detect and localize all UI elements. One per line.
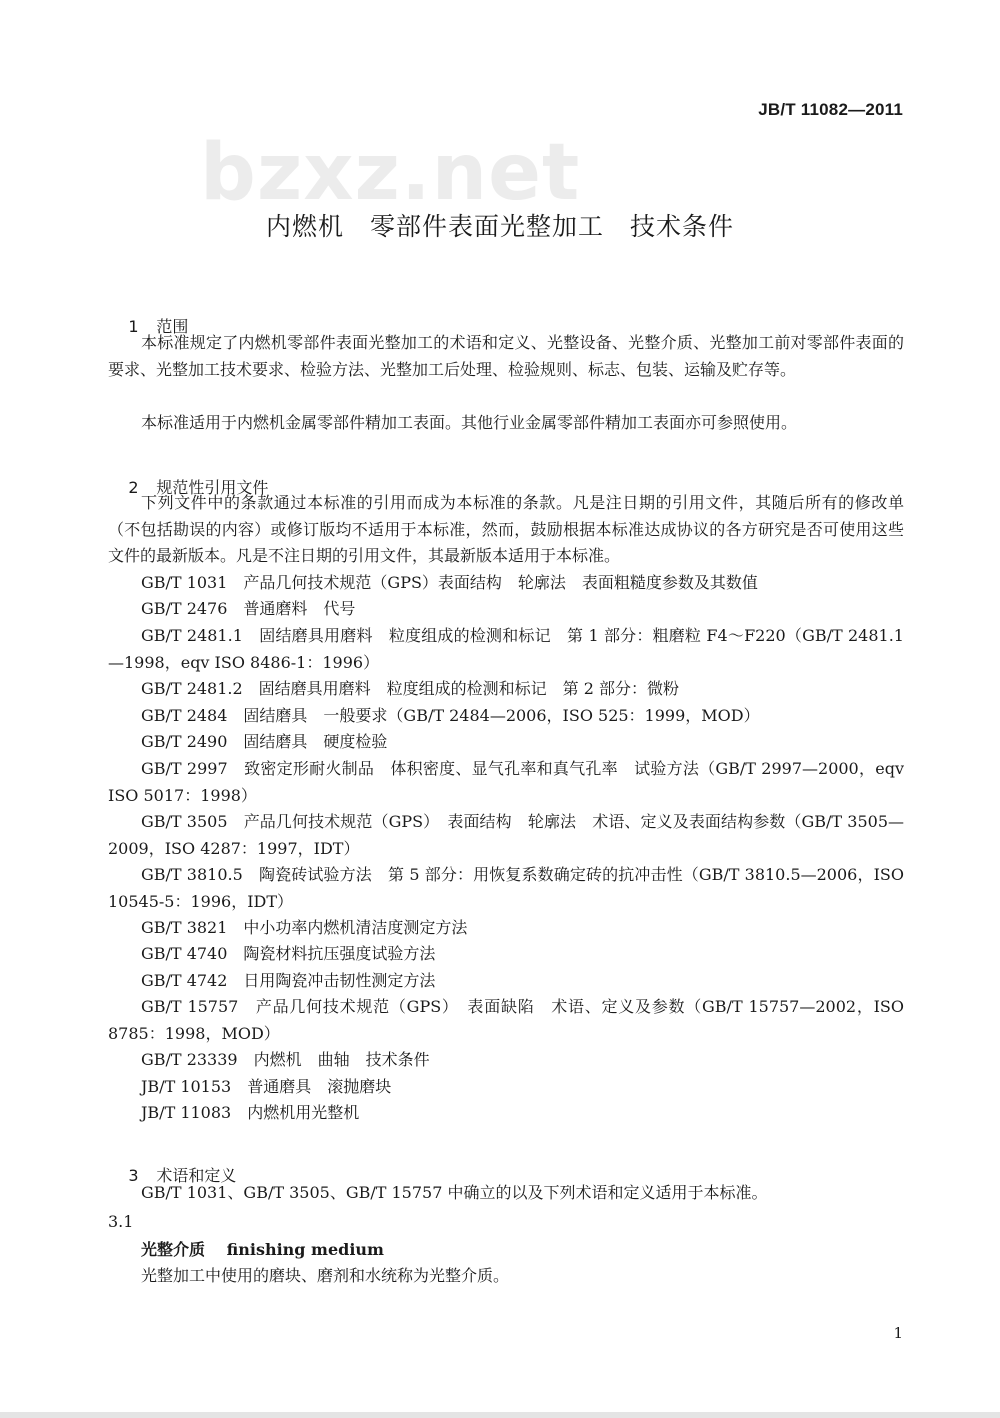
reference-item: GB/T 2481.1 固结磨具用磨料 粒度组成的检测和标记 第 1 部分：粗磨粒 F4～F220（GB/T 2481.1—1998，eqv ISO 8486-1：1996） [108,626,904,672]
reference-item: GB/T 2997 致密定形耐火制品 体积密度、显气孔率和真气孔率 试验方法（GB/T 2997—2000，eqv ISO 5017：1998） [108,759,910,805]
section-number: 1 [128,317,139,336]
reference-item: GB/T 3821 中小功率内燃机清洁度测定方法 [141,918,468,937]
reference-item: GB/T 2481.2 固结磨具用磨料 粒度组成的检测和标记 第 2 部分：微粉 [141,679,680,698]
page-bottom-edge [0,1412,1000,1418]
section-title: 范围 [156,317,189,336]
term-number: 3.1 [108,1212,134,1231]
section-number: 3 [128,1166,139,1185]
section-title: 术语和定义 [156,1166,237,1185]
watermark: bzxz.net [200,128,581,218]
term-name-en: finishing medium [226,1240,384,1259]
reference-item: GB/T 1031 产品几何技术规范（GPS）表面结构 轮廓法 表面粗糙度参数及其数值 [141,573,758,592]
section-title: 规范性引用文件 [156,478,269,497]
reference-item: GB/T 15757 产品几何技术规范（GPS） 表面缺陷 术语、定义及参数（GB/T 15757—2002，ISO 8785：1998，MOD） [108,997,910,1043]
section-3-paragraph-1: GB/T 1031、GB/T 3505、GB/T 15757 中确立的以及下列术语和定义适用于本标准。 [141,1183,768,1202]
reference-item: GB/T 2490 固结磨具 硬度检验 [141,732,388,751]
reference-item: GB/T 4742 日用陶瓷冲击韧性测定方法 [141,971,436,990]
reference-item: GB/T 4740 陶瓷材料抗压强度试验方法 [141,944,436,963]
reference-item: GB/T 2484 固结磨具 一般要求（GB/T 2484—2006，ISO 525：1999，MOD） [141,706,760,725]
section-2-paragraph-1: 下列文件中的条款通过本标准的引用而成为本标准的条款。凡是注日期的引用文件，其随后所有的修改单（不包括勘误的内容）或修订版均不适用于本标准，然而，鼓励根据本标准达成协议的各方研究是否可使用这些文件的最新版本。凡是不注日期的引用文件，其最新版本适用于本标准。 [108,493,904,565]
reference-item: GB/T 3810.5 陶瓷砖试验方法 第 5 部分：用恢复系数确定砖的抗冲击性（GB/T 3810.5—2006，ISO 10545-5：1996，IDT） [108,865,910,911]
document-title: 内燃机 零部件表面光整加工 技术条件 [265,212,734,241]
page-number: 1 [893,1324,903,1342]
reference-item: JB/T 10153 普通磨具 滚抛磨块 [141,1077,392,1096]
term-name [141,1237,384,1260]
reference-item: GB/T 3505 产品几何技术规范（GPS） 表面结构 轮廓法 术语、定义及表面结构参数（GB/T 3505—2009，ISO 4287：1997，IDT） [108,812,904,858]
reference-item: JB/T 11083 内燃机用光整机 [141,1103,360,1122]
standard-code: JB/T 11082—2011 [758,100,903,119]
section-1-paragraph-1: 本标准规定了内燃机零部件表面光整加工的术语和定义、光整设备、光整介质、光整加工前对零部件表面的要求、光整加工技术要求、检验方法、光整加工后处理、检验规则、标志、包装、运输及贮存等。 [108,333,904,379]
section-1-paragraph-2: 本标准适用于内燃机金属零部件精加工表面。其他行业金属零部件精加工表面亦可参照使用。 [141,413,798,432]
term-definition: 光整加工中使用的磨块、磨剂和水统称为光整介质。 [141,1266,510,1285]
reference-item: GB/T 23339 内燃机 曲轴 技术条件 [141,1050,430,1069]
reference-item: GB/T 2476 普通磨料 代号 [141,599,356,618]
section-number: 2 [128,478,139,497]
term-name-cn: 光整介质 [141,1240,206,1259]
